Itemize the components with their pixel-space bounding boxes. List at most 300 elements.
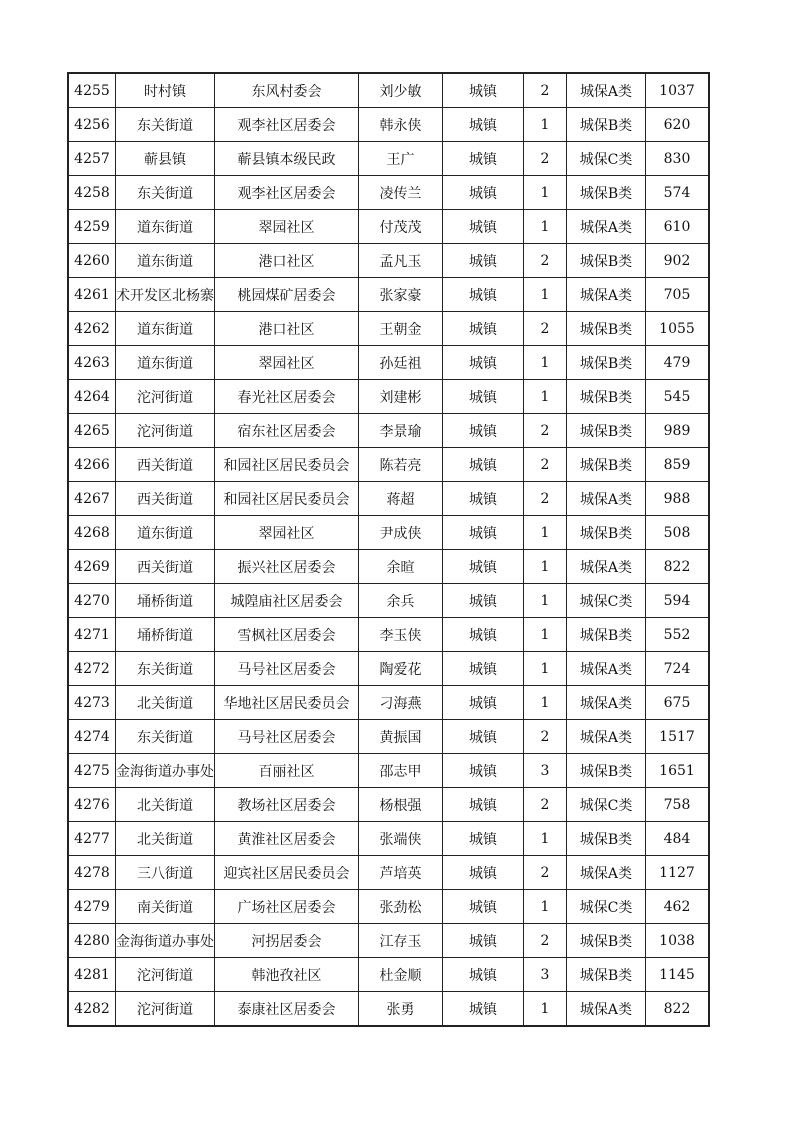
cell-id (68, 73, 116, 108)
cell-type (443, 380, 524, 414)
cell-category-text: 城保B类 (579, 763, 633, 780)
cell-category (567, 822, 646, 856)
table-body (68, 73, 709, 1026)
cell-type (443, 516, 524, 550)
cell-household-count-text: 2 (540, 796, 550, 813)
cell-community-text: 观李社区居委会 (237, 185, 336, 202)
cell-amount (646, 856, 710, 890)
cell-community (215, 890, 359, 924)
cell-name (359, 346, 443, 380)
cell-street-text: 术开发区北杨寨 (116, 287, 214, 304)
table-row (68, 176, 709, 210)
cell-type (443, 618, 524, 652)
cell-name-text: 张劲松 (379, 899, 422, 916)
cell-id-text: 4256 (74, 116, 110, 133)
cell-community (215, 244, 359, 278)
table-row (68, 414, 709, 448)
cell-id (68, 516, 116, 550)
cell-community-text: 泰康社区居委会 (237, 1001, 336, 1018)
cell-type-text: 城镇 (469, 865, 497, 882)
cell-category (567, 890, 646, 924)
cell-household-count-text: 1 (540, 694, 550, 711)
cell-id-text: 4277 (74, 830, 110, 847)
cell-type (443, 584, 524, 618)
cell-household-count (524, 958, 567, 992)
table-row (68, 142, 709, 176)
cell-id (68, 380, 116, 414)
cell-household-count-text: 1 (540, 524, 550, 541)
cell-street-text: 金海街道办事处 (116, 933, 214, 950)
cell-category-text: 城保B类 (579, 933, 633, 950)
cell-name-text: 张端侠 (379, 831, 422, 848)
cell-id (68, 448, 116, 482)
cell-name (359, 108, 443, 142)
cell-community-text: 观李社区居委会 (237, 117, 336, 134)
cell-id-text: 4264 (74, 388, 110, 405)
cell-street-text: 沱河街道 (137, 967, 193, 984)
cell-type (443, 244, 524, 278)
cell-name (359, 278, 443, 312)
data-table (67, 72, 710, 1027)
cell-name (359, 720, 443, 754)
cell-id-text: 4265 (74, 422, 110, 439)
cell-community-text: 港口社区 (258, 321, 315, 338)
cell-household-count-text: 1 (540, 184, 550, 201)
table-row (68, 754, 709, 788)
cell-amount (646, 584, 710, 618)
cell-category (567, 924, 646, 958)
cell-type (443, 822, 524, 856)
cell-community (215, 516, 359, 550)
cell-category-text: 城保A类 (579, 729, 633, 746)
cell-category (567, 550, 646, 584)
cell-community-text: 韩池孜社区 (251, 967, 322, 984)
cell-id (68, 822, 116, 856)
cell-name (359, 414, 443, 448)
cell-id-text: 4269 (74, 558, 110, 575)
cell-name-text: 余暄 (386, 559, 415, 576)
cell-id (68, 210, 116, 244)
cell-category (567, 788, 646, 822)
cell-amount-text: 1038 (659, 932, 695, 949)
cell-type-text: 城镇 (469, 185, 497, 202)
cell-community-text: 翠园社区 (258, 219, 315, 236)
cell-community-text: 河拐居委会 (251, 933, 322, 950)
cell-household-count (524, 210, 567, 244)
cell-name-text: 邵志甲 (379, 763, 422, 780)
cell-street (116, 380, 215, 414)
cell-household-count (524, 482, 567, 516)
cell-category-text: 城保B类 (579, 627, 633, 644)
cell-street-text: 时村镇 (144, 83, 186, 100)
cell-id (68, 142, 116, 176)
cell-amount (646, 516, 710, 550)
cell-amount-text: 462 (663, 898, 691, 915)
cell-community-text: 港口社区 (258, 253, 315, 270)
cell-street (116, 890, 215, 924)
cell-community-text: 蕲县镇本级民政 (237, 151, 336, 168)
cell-type-text: 城镇 (469, 525, 497, 542)
cell-name (359, 754, 443, 788)
cell-household-count (524, 992, 567, 1027)
cell-household-count-text: 1 (540, 898, 550, 915)
table-row (68, 958, 709, 992)
cell-community (215, 550, 359, 584)
cell-household-count (524, 720, 567, 754)
cell-community (215, 108, 359, 142)
cell-name-text: 孟凡玉 (379, 253, 422, 270)
cell-category (567, 584, 646, 618)
cell-category (567, 618, 646, 652)
cell-name-text: 杨根强 (379, 797, 422, 814)
cell-type-text: 城镇 (469, 593, 497, 610)
cell-name (359, 142, 443, 176)
cell-name-text: 江存玉 (379, 933, 422, 950)
cell-name (359, 788, 443, 822)
cell-id (68, 618, 116, 652)
cell-type-text: 城镇 (469, 695, 497, 712)
cell-category-text: 城保B类 (579, 967, 633, 984)
cell-community (215, 278, 359, 312)
cell-community-text: 百丽社区 (258, 763, 315, 780)
table-row (68, 346, 709, 380)
cell-type-text: 城镇 (469, 117, 497, 134)
cell-street-text: 东关街道 (137, 729, 193, 746)
cell-category (567, 958, 646, 992)
cell-street-text: 南关街道 (137, 899, 193, 916)
cell-category-text: 城保C类 (579, 151, 633, 168)
cell-amount-text: 1145 (659, 966, 695, 983)
table-row (68, 516, 709, 550)
cell-amount (646, 448, 710, 482)
cell-type (443, 414, 524, 448)
cell-household-count-text: 1 (540, 592, 550, 609)
cell-name-text: 刘建彬 (379, 389, 422, 406)
cell-id-text: 4278 (74, 864, 110, 881)
cell-amount-text: 902 (663, 252, 691, 269)
cell-name-text: 刁海燕 (379, 695, 422, 712)
cell-type (443, 924, 524, 958)
cell-category-text: 城保A类 (579, 491, 633, 508)
cell-street (116, 448, 215, 482)
cell-amount (646, 278, 710, 312)
cell-id (68, 754, 116, 788)
cell-household-count-text: 2 (540, 252, 550, 269)
cell-type-text: 城镇 (469, 763, 497, 780)
cell-name-text: 张家豪 (379, 287, 422, 304)
cell-type (443, 346, 524, 380)
cell-community (215, 414, 359, 448)
cell-name (359, 516, 443, 550)
cell-street-text: 北关街道 (137, 695, 193, 712)
cell-type-text: 城镇 (469, 797, 497, 814)
cell-id (68, 550, 116, 584)
cell-household-count-text: 2 (540, 490, 550, 507)
cell-category-text: 城保C类 (579, 797, 633, 814)
cell-name-text: 蒋超 (386, 491, 415, 508)
cell-name-text: 黄振国 (379, 729, 422, 746)
cell-community-text: 华地社区居民委员会 (223, 695, 350, 712)
cell-community (215, 788, 359, 822)
cell-category (567, 210, 646, 244)
cell-household-count-text: 3 (540, 966, 550, 983)
cell-category (567, 346, 646, 380)
cell-household-count-text: 1 (540, 1000, 550, 1017)
cell-community (215, 958, 359, 992)
cell-household-count (524, 754, 567, 788)
cell-street (116, 482, 215, 516)
cell-category (567, 516, 646, 550)
cell-community (215, 346, 359, 380)
table-row (68, 380, 709, 414)
cell-community (215, 856, 359, 890)
cell-id-text: 4272 (74, 660, 110, 677)
cell-amount-text: 620 (663, 116, 691, 133)
cell-amount-text: 989 (663, 422, 691, 439)
table-row (68, 550, 709, 584)
cell-id-text: 4266 (74, 456, 110, 473)
cell-community (215, 992, 359, 1027)
cell-category (567, 142, 646, 176)
cell-amount (646, 924, 710, 958)
cell-name (359, 482, 443, 516)
cell-amount (646, 550, 710, 584)
cell-name-text: 凌传兰 (379, 185, 422, 202)
table-row (68, 890, 709, 924)
cell-id (68, 788, 116, 822)
cell-community-text: 马号社区居委会 (237, 661, 336, 678)
cell-street-text: 北关街道 (137, 797, 193, 814)
cell-household-count (524, 618, 567, 652)
cell-id-text: 4282 (74, 1000, 110, 1017)
cell-household-count-text: 2 (540, 82, 550, 99)
table-row (68, 720, 709, 754)
cell-type-text: 城镇 (469, 355, 497, 372)
cell-name-text: 付茂茂 (379, 219, 422, 236)
table-row (68, 992, 709, 1027)
cell-amount (646, 754, 710, 788)
cell-name-text: 李玉侠 (379, 627, 422, 644)
cell-category-text: 城保A类 (579, 83, 633, 100)
cell-amount-text: 758 (663, 796, 691, 813)
cell-type (443, 754, 524, 788)
cell-category (567, 176, 646, 210)
cell-household-count-text: 2 (540, 864, 550, 881)
cell-street (116, 346, 215, 380)
cell-street-text: 沱河街道 (137, 389, 193, 406)
cell-street-text: 道东街道 (137, 219, 193, 236)
cell-street-text: 埇桥街道 (137, 593, 193, 610)
cell-id (68, 482, 116, 516)
cell-name-text: 杜金顺 (379, 967, 422, 984)
cell-amount-text: 1037 (659, 82, 695, 99)
cell-street (116, 958, 215, 992)
cell-amount (646, 312, 710, 346)
cell-community-text: 春光社区居委会 (237, 389, 336, 406)
cell-id-text: 4261 (74, 286, 110, 303)
cell-street-text: 三八街道 (137, 865, 193, 882)
cell-community (215, 822, 359, 856)
cell-amount-text: 594 (663, 592, 691, 609)
cell-type-text: 城镇 (469, 899, 497, 916)
cell-street (116, 754, 215, 788)
cell-category-text: 城保B类 (579, 355, 633, 372)
cell-amount (646, 618, 710, 652)
cell-category-text: 城保B类 (579, 185, 633, 202)
cell-name (359, 652, 443, 686)
cell-amount-text: 1055 (659, 320, 695, 337)
cell-community (215, 210, 359, 244)
cell-category (567, 720, 646, 754)
cell-id (68, 176, 116, 210)
cell-name (359, 822, 443, 856)
cell-household-count (524, 414, 567, 448)
cell-amount-text: 724 (663, 660, 691, 677)
cell-type (443, 686, 524, 720)
cell-category (567, 754, 646, 788)
cell-household-count (524, 73, 567, 108)
cell-community-text: 桃园煤矿居委会 (237, 287, 336, 304)
cell-type-text: 城镇 (469, 729, 497, 746)
cell-id (68, 992, 116, 1027)
cell-type-text: 城镇 (469, 627, 497, 644)
cell-category-text: 城保A类 (579, 865, 633, 882)
cell-street (116, 822, 215, 856)
cell-street-text: 道东街道 (137, 321, 193, 338)
cell-category-text: 城保B类 (579, 457, 633, 474)
cell-id (68, 108, 116, 142)
cell-name (359, 550, 443, 584)
cell-id-text: 4281 (74, 966, 110, 983)
cell-household-count-text: 2 (540, 728, 550, 745)
cell-category (567, 482, 646, 516)
cell-type (443, 550, 524, 584)
cell-type (443, 720, 524, 754)
cell-street-text: 金海街道办事处 (116, 763, 214, 780)
cell-category-text: 城保A类 (579, 559, 633, 576)
cell-community (215, 73, 359, 108)
cell-amount (646, 788, 710, 822)
cell-type (443, 278, 524, 312)
cell-street-text: 北关街道 (137, 831, 193, 848)
cell-community-text: 和园社区居民委员会 (223, 457, 350, 474)
cell-amount-text: 484 (663, 830, 691, 847)
cell-name (359, 244, 443, 278)
cell-street (116, 856, 215, 890)
cell-id-text: 4257 (74, 150, 110, 167)
cell-id-text: 4258 (74, 184, 110, 201)
cell-amount (646, 992, 710, 1027)
cell-community-text: 教场社区居委会 (237, 797, 336, 814)
cell-street (116, 788, 215, 822)
cell-id (68, 414, 116, 448)
cell-type-text: 城镇 (469, 83, 497, 100)
cell-household-count (524, 346, 567, 380)
cell-type-text: 城镇 (469, 967, 497, 984)
cell-id (68, 720, 116, 754)
cell-id-text: 4279 (74, 898, 110, 915)
cell-id-text: 4271 (74, 626, 110, 643)
cell-amount (646, 482, 710, 516)
cell-community-text: 和园社区居民委员会 (223, 491, 350, 508)
cell-category-text: 城保B类 (579, 831, 633, 848)
cell-type (443, 312, 524, 346)
cell-name-text: 韩永侠 (379, 117, 422, 134)
cell-id-text: 4263 (74, 354, 110, 371)
cell-street (116, 686, 215, 720)
cell-community (215, 618, 359, 652)
cell-community (215, 482, 359, 516)
cell-category (567, 992, 646, 1027)
cell-amount-text: 830 (663, 150, 691, 167)
cell-amount-text: 610 (663, 218, 691, 235)
cell-name-text: 李景瑜 (379, 423, 422, 440)
cell-id-text: 4276 (74, 796, 110, 813)
cell-community (215, 754, 359, 788)
cell-household-count-text: 3 (540, 762, 550, 779)
cell-street (116, 73, 215, 108)
cell-type (443, 108, 524, 142)
cell-category-text: 城保B类 (579, 117, 633, 134)
table-row (68, 312, 709, 346)
cell-street (116, 618, 215, 652)
table-row (68, 924, 709, 958)
cell-amount (646, 380, 710, 414)
cell-category (567, 108, 646, 142)
cell-community-text: 马号社区居委会 (237, 729, 336, 746)
table-row (68, 73, 709, 108)
cell-household-count (524, 652, 567, 686)
cell-amount (646, 73, 710, 108)
cell-amount-text: 508 (663, 524, 691, 541)
cell-type-text: 城镇 (469, 457, 497, 474)
cell-name (359, 73, 443, 108)
cell-category-text: 城保A类 (579, 661, 633, 678)
cell-id (68, 890, 116, 924)
cell-type (443, 992, 524, 1027)
cell-street (116, 278, 215, 312)
cell-type-text: 城镇 (469, 661, 497, 678)
cell-amount (646, 686, 710, 720)
table-row (68, 108, 709, 142)
cell-household-count-text: 1 (540, 116, 550, 133)
cell-type (443, 73, 524, 108)
cell-amount (646, 414, 710, 448)
cell-name (359, 618, 443, 652)
cell-household-count (524, 278, 567, 312)
cell-community-text: 迎宾社区居民委员会 (223, 865, 350, 882)
cell-street (116, 652, 215, 686)
cell-type (443, 652, 524, 686)
cell-street (116, 210, 215, 244)
cell-street (116, 992, 215, 1027)
cell-category-text: 城保A类 (579, 1001, 633, 1018)
table-row (68, 822, 709, 856)
cell-household-count-text: 2 (540, 932, 550, 949)
table-row (68, 652, 709, 686)
cell-category (567, 73, 646, 108)
cell-name (359, 958, 443, 992)
cell-type-text: 城镇 (469, 559, 497, 576)
cell-household-count (524, 176, 567, 210)
cell-name (359, 686, 443, 720)
cell-type-text: 城镇 (469, 831, 497, 848)
cell-category (567, 652, 646, 686)
cell-type (443, 142, 524, 176)
cell-name-text: 陶爱花 (379, 661, 422, 678)
cell-id-text: 4280 (74, 932, 110, 949)
cell-name (359, 584, 443, 618)
